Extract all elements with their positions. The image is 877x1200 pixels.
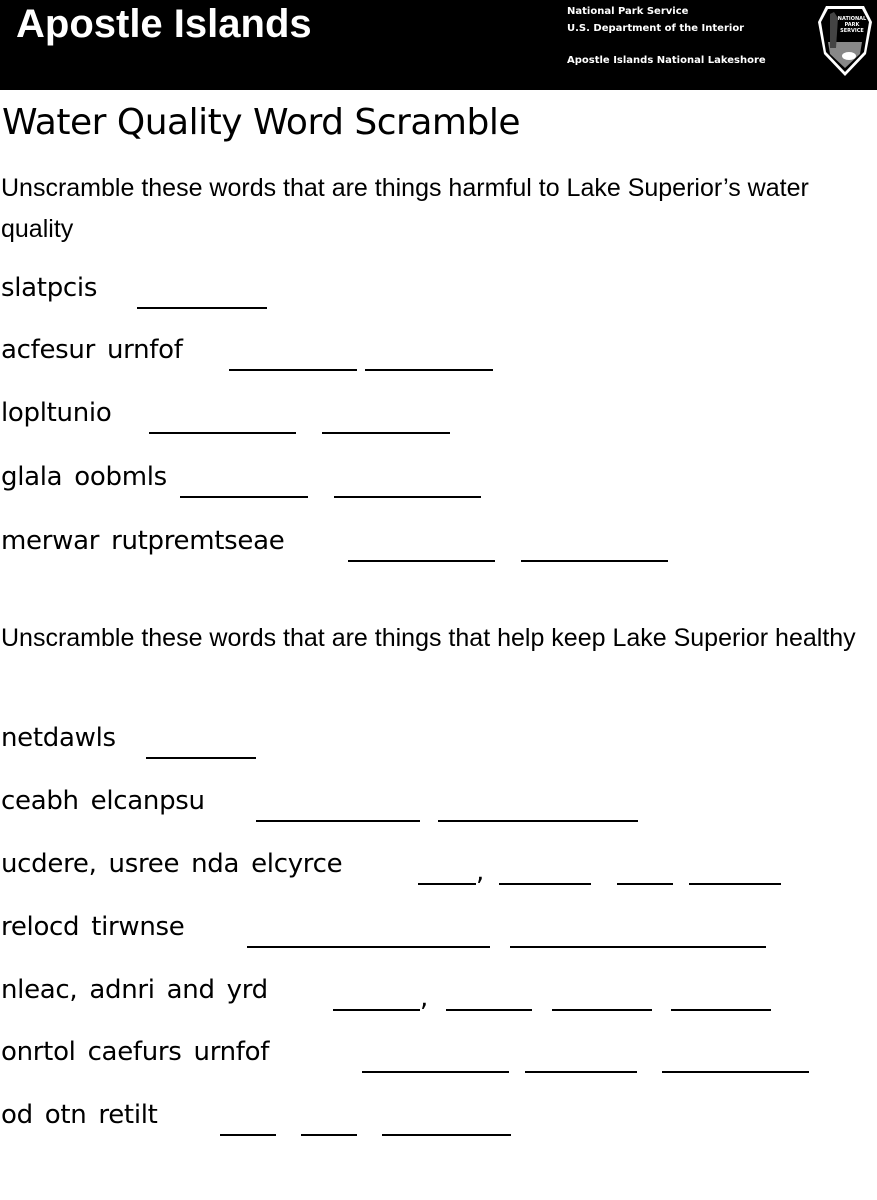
scrambled-word: nleac, adnri and yrd (1, 975, 268, 1005)
scrambled-word: netdawls (1, 723, 116, 753)
answer-blank[interactable] (149, 432, 296, 434)
answer-blank[interactable] (180, 496, 308, 498)
scrambled-word: ucdere, usree nda elcyrce (1, 849, 343, 879)
scrambled-word: lopltunio (1, 398, 112, 428)
scramble-item (0, 398, 877, 438)
brand-title: Apostle Islands (16, 2, 312, 46)
scrambled-word: relocd tirwnse (1, 912, 185, 942)
answer-blank[interactable] (247, 946, 490, 948)
answer-blank[interactable] (552, 1009, 652, 1011)
svg-text:NATIONAL: NATIONAL (837, 16, 867, 22)
scrambled-word: acfesur urnfof (1, 335, 183, 365)
answer-blank[interactable] (617, 883, 673, 885)
answer-blank[interactable] (510, 946, 766, 948)
scrambled-word: glala oobmls (1, 462, 167, 492)
department-name: U.S. Department of the Interior (567, 23, 745, 34)
scramble-item (0, 975, 877, 1015)
answer-blank[interactable] (382, 1134, 511, 1136)
answer-blank[interactable] (525, 1071, 637, 1073)
agency-name: National Park Service (567, 6, 689, 17)
answer-blank[interactable] (521, 560, 668, 562)
scramble-item (0, 526, 877, 566)
answer-blank[interactable] (333, 1009, 420, 1011)
answer-blank[interactable] (137, 307, 267, 309)
scramble-item (0, 786, 877, 826)
page-title: Water Quality Word Scramble (2, 102, 520, 143)
answer-blank[interactable] (671, 1009, 771, 1011)
nps-arrowhead-logo (816, 4, 874, 78)
scramble-item (0, 849, 877, 889)
answer-blank[interactable] (689, 883, 781, 885)
scramble-item (0, 1100, 877, 1140)
svg-text:PARK: PARK (844, 22, 860, 28)
answer-blank[interactable] (362, 1071, 509, 1073)
section2-instruction: Unscramble these words that are things that help keep Lake Superior healthy (1, 624, 856, 652)
answer-blank[interactable] (322, 432, 450, 434)
unit-name: Apostle Islands National Lakeshore (567, 55, 766, 66)
svg-text:SERVICE: SERVICE (840, 28, 864, 34)
answer-blank[interactable] (438, 820, 638, 822)
answer-blank[interactable] (146, 757, 256, 759)
scramble-item (0, 1037, 877, 1077)
answer-blank[interactable] (348, 560, 495, 562)
answer-blank[interactable] (334, 496, 481, 498)
answer-blank[interactable] (418, 883, 476, 885)
scramble-item (0, 335, 877, 375)
answer-blank[interactable] (662, 1071, 809, 1073)
answer-blank[interactable] (229, 369, 357, 371)
scramble-item (0, 912, 877, 952)
answer-blank[interactable] (446, 1009, 532, 1011)
answer-blank[interactable] (256, 820, 420, 822)
section1-instruction: Unscramble these words that are things harmful to Lake Superior’s water quality (1, 174, 809, 243)
scrambled-word: od otn retilt (1, 1100, 158, 1130)
answer-blank[interactable] (365, 369, 493, 371)
answer-blank[interactable] (301, 1134, 357, 1136)
scrambled-word: onrtol caefurs urnfof (1, 1037, 270, 1067)
scrambled-word: slatpcis (1, 273, 98, 303)
scramble-item (0, 723, 877, 763)
scramble-item (0, 273, 877, 313)
scrambled-word: ceabh elcanpsu (1, 786, 205, 816)
answer-blank[interactable] (499, 883, 591, 885)
scramble-item (0, 462, 877, 502)
answer-blank[interactable] (220, 1134, 276, 1136)
header-banner (0, 0, 877, 90)
comma: , (420, 983, 429, 1013)
comma: , (476, 857, 485, 887)
scrambled-word: merwar rutpremtseae (1, 526, 285, 556)
